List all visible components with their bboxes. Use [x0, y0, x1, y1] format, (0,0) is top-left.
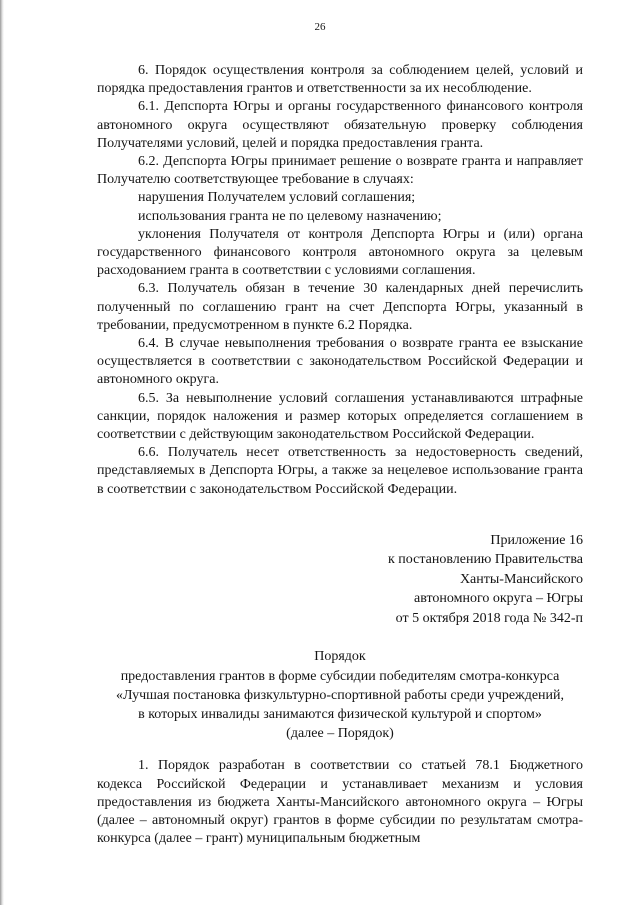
appendix-header: [97, 531, 583, 629]
section-6-control: [97, 62, 583, 499]
appendix-line: от 5 октября 2018 года № 342-п: [395, 610, 583, 626]
document-title: [97, 647, 583, 743]
paragraph-6-2-case-3: уклонения Получателя от контроля Депспорта Югры и (или) органа государственного финансового контроля автономного округа за целевым расходованием гранта в соответствии с условиями соглашения.: [97, 226, 583, 279]
scan-edge-shadow: [0, 0, 4, 905]
paragraph-1: 1. Порядок разработан в соответствии со статьей 78.1 Бюджетного кодекса Российской Федерации и устанавливает механизм и условия предоставления из бюджета Ханты-Мансийского автономного округа – Югры (далее – автономный округ) грантов в форме субсидии по результатам смотра-конкурса (далее – грант) муниципальным бюджетным: [97, 758, 583, 847]
appendix-line: Ханты-Мансийского: [459, 571, 583, 587]
appendix-line: Приложение 16: [490, 532, 583, 548]
paragraph-6-2-case-1: нарушения Получателем условий соглашения;: [138, 190, 416, 206]
title-line: «Лучшая постановка физкультурно-спортивной работы среди учреждений,: [115, 687, 565, 703]
paragraph-6-1: 6.1. Депспорта Югры и органы государственного финансового контроля автономного округа осуществляют обязательную проверку соблюдения Получателями условий, целей и порядка предоставления гранта.: [97, 99, 583, 151]
spacer: [97, 499, 583, 531]
title-line: Порядок: [314, 649, 366, 665]
appendix-line: автономного округа – Югры: [414, 591, 583, 607]
paragraph-6-5: 6.5. За невыполнение условий соглашения устанавливаются штрафные санкции, порядок наложения и размер которых определяется соглашением в соответствии с действующим законодательством Российской Федерации.: [97, 390, 583, 443]
paragraph-6-3: 6.3. Получатель обязан в течение 30 календарных дней перечислить полученный по соглашению грант на счет Депспорта Югры, указанный в требовании, предусмотренном в пункте 6.2 Порядка.: [97, 281, 583, 333]
page-number: 26: [314, 21, 326, 33]
paragraph-6-heading: 6. Порядок осуществления контроля за соблюдением целей, условий и порядка предоставления грантов и ответственности за их несоблюдение.: [97, 63, 583, 97]
paragraph-6-2-case-2: использования гранта не по целевому назначению;: [138, 208, 442, 224]
title-line: в которых инвалиды занимаются физической культурой и спортом»: [138, 706, 542, 722]
appendix-line: к постановлению Правительства: [387, 552, 583, 568]
title-line: (далее – Порядок): [286, 726, 394, 742]
spacer: [97, 743, 583, 757]
paragraph-6-2: 6.2. Депспорта Югры принимает решение о возврате гранта и направляет Получателю соответствующее требование в случаях:: [97, 154, 583, 188]
paragraph-6-4: 6.4. В случае невыполнения требования о возврате гранта ее взыскание осуществляется в соответствии с законодательством Российской Федерации и автономного округа.: [97, 336, 583, 388]
title-line: предоставления грантов в форме субсидии победителям смотра-конкурса: [120, 668, 560, 684]
spacer: [97, 628, 583, 647]
document-page: [97, 62, 583, 848]
paragraph-6-6: 6.6. Получатель несет ответственность за недостоверность сведений, представляемых в Депспорта Югры, а также за нецелевое использование гранта в соответствии с законодательством Российской Федерации.: [97, 445, 583, 497]
